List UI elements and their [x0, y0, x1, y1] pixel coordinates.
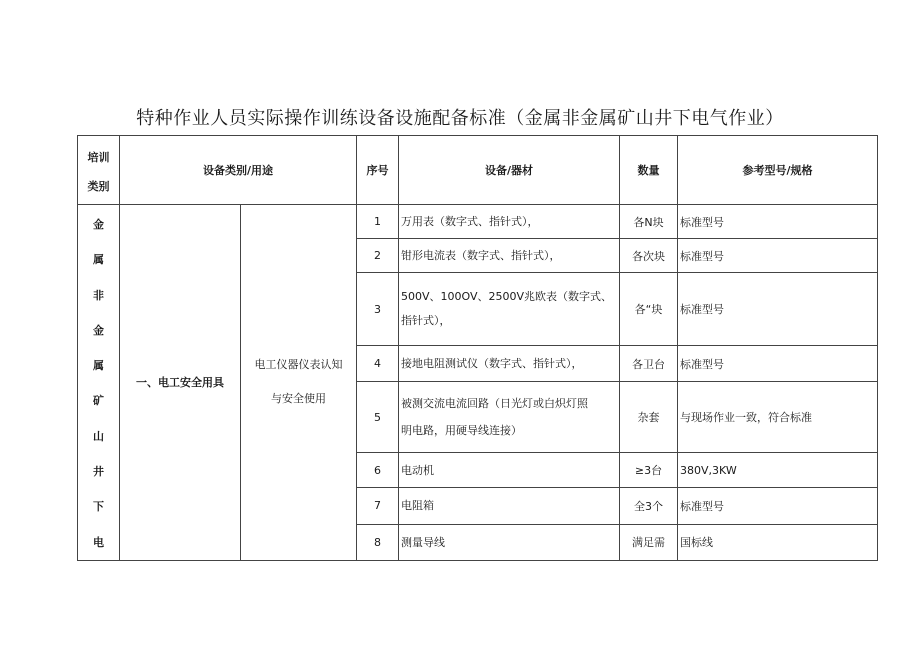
row-spec: 标准型号	[678, 273, 878, 346]
row-quantity: ≥3台	[620, 452, 678, 487]
row-spec: 国标线	[678, 524, 878, 560]
header-training-category: 培训 类别	[78, 136, 120, 205]
training-char: 下	[93, 500, 104, 514]
row-equipment: 万用表（数字式、指针式），	[399, 205, 620, 239]
row-equipment: 500V、100OV、2500V兆欧表（数字式、 指针式），	[399, 273, 620, 346]
training-char: 山	[93, 429, 104, 443]
header-equipment: 设备/器材	[399, 136, 620, 205]
category-sub: 电工仪器仪表认知 与安全使用	[241, 205, 357, 561]
header-quantity: 数量	[620, 136, 678, 205]
row-spec: 与现场作业一致，符合标准	[678, 382, 878, 453]
row-no: 8	[357, 524, 399, 560]
header-spec: 参考型号/规格	[678, 136, 878, 205]
equipment-table	[77, 135, 878, 561]
row-no: 5	[357, 382, 399, 453]
row-equipment: 电阻箱	[399, 488, 620, 524]
row-no: 3	[357, 273, 399, 346]
training-char: 电	[93, 535, 104, 549]
training-char: 井	[93, 465, 104, 479]
row-no: 7	[357, 488, 399, 524]
row-quantity: 各次块	[620, 239, 678, 273]
row-quantity: 各卫台	[620, 346, 678, 382]
training-char: 金	[93, 323, 104, 337]
page-title: 特种作业人员实际操作训练设备设施配备标准（金属非金属矿山井下电气作业）	[136, 108, 784, 129]
table-row	[78, 205, 878, 239]
row-spec: 标准型号	[678, 239, 878, 273]
row-quantity: 满足需	[620, 524, 678, 560]
training-char: 矿	[93, 394, 104, 408]
row-no: 6	[357, 452, 399, 487]
row-equipment: 被测交流电流回路（日光灯或白炽灯照 明电路，用硬导线连接）	[399, 382, 620, 453]
row-quantity: 全3个	[620, 488, 678, 524]
row-equipment: 钳形电流表（数字式、指针式），	[399, 239, 620, 273]
row-spec: 380V,3KW	[678, 452, 878, 487]
row-equipment: 测量导线	[399, 524, 620, 560]
row-equipment: 接地电阻测试仪（数字式、指针式），	[399, 346, 620, 382]
row-no: 4	[357, 346, 399, 382]
row-spec: 标准型号	[678, 205, 878, 239]
training-category-cell	[78, 205, 120, 561]
training-char: 金	[93, 218, 104, 231]
row-quantity: 各N块	[620, 205, 678, 239]
training-char: 非	[93, 288, 104, 302]
row-no: 1	[357, 205, 399, 239]
row-spec: 标准型号	[678, 346, 878, 382]
training-char: 属	[93, 359, 104, 373]
row-equipment: 电动机	[399, 452, 620, 487]
header-no: 序号	[357, 136, 399, 205]
header-category: 设备类别/用途	[120, 136, 357, 205]
row-spec: 标准型号	[678, 488, 878, 524]
header-row	[78, 136, 878, 205]
training-char: 属	[93, 253, 104, 267]
row-quantity: 杂套	[620, 382, 678, 453]
row-no: 2	[357, 239, 399, 273]
row-quantity: 各“块	[620, 273, 678, 346]
category-main: 一、电工安全用具	[120, 205, 241, 561]
